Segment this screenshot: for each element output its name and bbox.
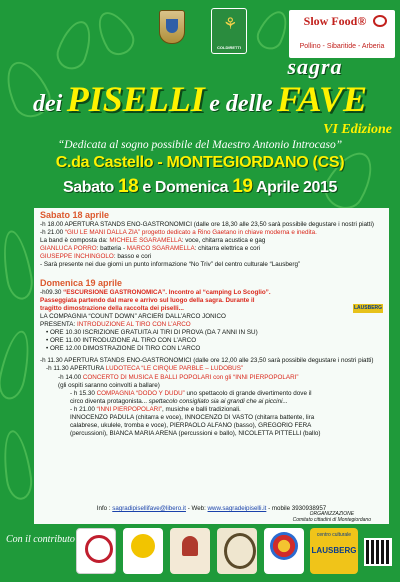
performer-name: GIUSEPPE INCHINGOLO — [40, 253, 114, 261]
header-logos — [0, 4, 400, 60]
program-line: - Sarà presente nei due giorni un punto informazione “No Triv” del centro culturale “Lausberg” — [40, 261, 301, 269]
time-label: - h 15.30 — [70, 389, 97, 397]
event-title — [0, 78, 400, 122]
text-segment: : basso e cori — [113, 253, 152, 261]
program-line: • ORE 10.30 ISCRIZIONE GRATUITA AI TIRI DI PROVA (DA 7 ANNI IN SU) — [46, 329, 258, 337]
slowfood-subtitle: Pollino - Sibaritide - Arberia — [299, 43, 385, 50]
organizer-label: ORGANIZZAZIONE — [309, 511, 355, 517]
program-line — [40, 374, 383, 382]
event-highlight: “GIÙ LE MANI DALLA ZIA” progetto dedicato a Rino Gaetano in chiave moderna e inedita. — [64, 229, 317, 237]
municipal-crest-icon — [159, 10, 185, 44]
program-line: • ORE 12.00 DIMOSTRAZIONE DI TIRO CON L’ARCO — [46, 345, 201, 353]
text-segment: uno spettacolo di grande divertimento dove il — [184, 389, 312, 397]
text-segment: spettacolo consigliato sia ai grandi che ai piccini... — [148, 397, 288, 405]
coldiretti-logo — [211, 8, 247, 54]
text-segment: circo diventa protagonista... — [70, 397, 149, 405]
mobile-number: - mobile 3930938957 — [266, 504, 327, 512]
title-fave: FAVE — [276, 79, 368, 119]
email-link[interactable]: sagradipisellifave@libero.it — [112, 504, 186, 512]
dates-month: Aprile 2015 — [256, 179, 338, 196]
sponsor-logo — [217, 528, 257, 574]
program-line: tragitto dimostrazione della raccolta dei piselli... — [40, 304, 184, 312]
sponsor-logo — [170, 528, 210, 574]
dates-day1: 18 — [117, 176, 139, 197]
time-label: -h09.30 — [40, 288, 64, 296]
event-location: C.da Castello - MONTEGIORDANO (CS) — [55, 154, 345, 171]
title-piselli: PISELLI — [66, 79, 205, 119]
snail-icon — [373, 15, 387, 27]
time-label: - h 21.00 — [70, 405, 97, 413]
event-highlight: CONCERTO DI MUSICA E BALLI POPOLARI con gli “INNI PIERPOPOLARI” — [82, 373, 299, 381]
program-line: calabrese, ukulele, tromba e voce), PIERPAOLO ALFANO (basso), GREGORIO FERA — [70, 422, 312, 430]
performer-name: GIANLUCA PORRO — [40, 245, 97, 253]
slowfood-name: Slow Food® — [303, 14, 367, 28]
lausberg-line1: centro culturale — [316, 532, 352, 538]
program-line — [40, 289, 383, 297]
website-link[interactable]: www.sagradeipiselli.it — [207, 504, 267, 512]
wheat-icon: ⚘ — [223, 14, 238, 33]
lausberg-logo — [310, 528, 358, 574]
title-dei: dei — [32, 91, 63, 117]
organizer-name: Comitato cittadini di Montegiordano — [292, 517, 371, 523]
program-line: -h 11.30 APERTURA STANDS ENO-GASTRONOMICI (dalle ore 12,00 alle 23,50 sarà possibile degustare i nostri piatti) — [40, 357, 374, 365]
qr-code-icon[interactable] — [364, 538, 392, 566]
program-line: INNOCENZO PADULA (chitarra e voce), INNOCENZO DI VASTO (chitarra battente, lira — [70, 413, 315, 421]
text-segment: PRESENTA: — [40, 320, 77, 328]
event-highlight: COMPAGNIA “DODO Y DUDU” — [96, 389, 185, 397]
program-line: -h 18.00 APERTURA STANDS ENO-GASTRONOMICI (dalle ore 18,30 alle 23,50 sarà possibile degustare i nostri piatti) — [40, 221, 374, 228]
time-label: -h 11.30 APERTURA — [46, 365, 106, 373]
dates-e-domenica: e Domenica — [142, 179, 229, 196]
text-segment: La band è composta da: — [40, 237, 110, 245]
text-segment: : batteria - — [96, 245, 127, 253]
sponsor-logo — [123, 528, 163, 574]
program-line — [40, 390, 383, 398]
program-line — [40, 229, 383, 237]
program-line — [40, 406, 383, 414]
dates-sabato: Sabato — [62, 179, 114, 196]
text-segment: : voce, chitarra acustica e gag — [181, 237, 266, 245]
program-line — [40, 321, 383, 329]
program-line: (percussioni), BIANCA MARIA ARENA (percussioni e ballo), NICOLETTA PITTELLI (ballo) — [70, 430, 321, 438]
program-line — [40, 365, 383, 373]
time-label: -h 14.00 — [58, 373, 83, 381]
lausberg-mini-logo: LAUSBERG — [353, 305, 383, 311]
text-segment: , musiche e balli tradizionali. — [162, 405, 241, 413]
performer-name: MARCO SGARAMELLA — [126, 245, 195, 253]
sponsor-logos — [76, 528, 394, 578]
event-highlight: INTRODUZIONE AL TIRO CON L’ARCO — [76, 320, 191, 328]
sunday-heading: Domenica 19 aprile — [40, 277, 123, 288]
contribution-label: Con il contributo — [6, 534, 75, 545]
event-highlight: LUDOTECA “LE CIRQUE PARBLÈ – LUDOBUS” — [105, 365, 244, 373]
web-label: - Web: — [185, 504, 208, 512]
event-dates — [0, 176, 400, 198]
lausberg-line2: LAUSBERG — [311, 546, 357, 555]
organizer — [293, 511, 371, 523]
program-line: • ORE 11.00 INTRODUZIONE AL TIRO CON L’ARCO — [46, 337, 197, 345]
program-line: (gli ospiti saranno coinvolti a ballare) — [58, 381, 160, 389]
dates-day2: 19 — [232, 176, 253, 197]
text-segment: : chitarra elettrica e cori — [194, 245, 261, 253]
program-panel — [34, 208, 389, 524]
sponsor-logo — [264, 528, 304, 574]
event-highlight: “INNI PIERPOPOLARI” — [96, 405, 163, 413]
slowfood-logo — [289, 10, 395, 58]
event-highlight: “ESCURSIONE GASTRONOMICA”. Incontro al “camping Lo Scoglio”. — [63, 288, 271, 296]
program-line — [40, 398, 383, 406]
performer-name: MICHELE SGARAMELLA — [109, 237, 182, 245]
time-label: -h 21.00 — [40, 229, 65, 237]
program-line: Passeggiata partendo dal mare e arrivo sul luogo della sagra. Durante il — [40, 296, 255, 304]
program-line — [40, 253, 383, 261]
dedication: “Dedicata al sogno possibile del Maestro Antonio Introcaso” — [57, 139, 343, 151]
program-line: LA COMPAGNIA “COUNT DOWN” ARCIERI DALL’ARCO JONICO — [40, 312, 226, 320]
program-line — [40, 245, 383, 253]
edition-label: VI Edizione — [323, 122, 392, 137]
info-label: Info : — [96, 504, 113, 512]
sponsor-logo — [76, 528, 116, 574]
sagra-heading: sagra — [287, 54, 343, 79]
coldiretti-label: COLDIRETTI — [217, 45, 241, 50]
program-line — [40, 237, 383, 245]
title-e-delle: e delle — [209, 91, 273, 117]
saturday-heading: Sabato 18 aprile — [40, 210, 110, 220]
